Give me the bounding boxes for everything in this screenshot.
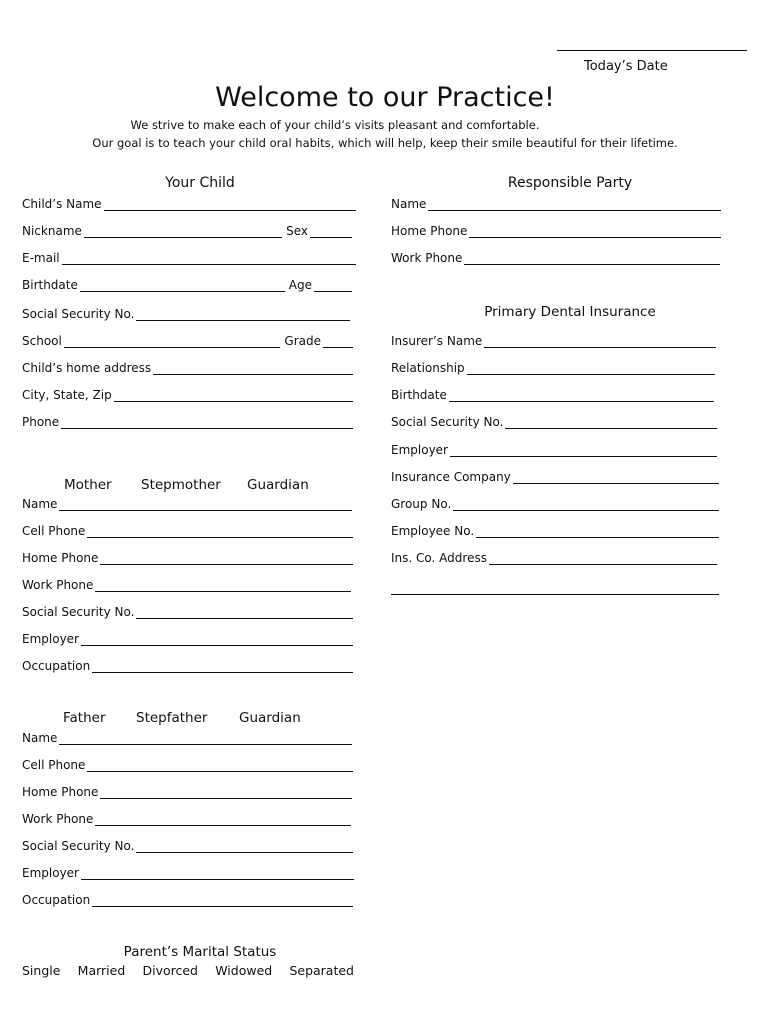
- child-phone-label: Phone: [22, 415, 60, 429]
- marital-widowed-option[interactable]: Widowed: [215, 963, 273, 978]
- insurance-company-label: Insurance Company: [391, 470, 511, 484]
- marital-status-heading: Parent’s Marital Status: [123, 944, 277, 960]
- rp-home-phone-field[interactable]: [391, 222, 721, 238]
- relationship-label: Relationship: [391, 361, 465, 375]
- intro-line-2: Our goal is to teach your child oral habits, which will help, keep their smile beautiful for their lifetime.: [92, 136, 678, 150]
- stepfather-option: Stepfather: [136, 710, 208, 726]
- group-no-label: Group No.: [391, 497, 452, 511]
- father-cell-phone-field[interactable]: [22, 756, 353, 772]
- school-field[interactable]: [22, 332, 353, 348]
- stepmother-option: Stepmother: [141, 477, 221, 493]
- marital-married-option[interactable]: Married: [77, 963, 126, 978]
- father-work-phone-field[interactable]: [22, 810, 351, 826]
- mother-employer-field[interactable]: [22, 630, 353, 646]
- age-label: Age: [288, 278, 312, 292]
- birthdate-label: Birthdate: [22, 278, 78, 292]
- insurer-ssn-field[interactable]: [391, 413, 717, 429]
- father-ssn-label: Social Security No.: [22, 839, 135, 853]
- mother-option: Mother: [64, 477, 112, 493]
- father-occupation-label: Occupation: [22, 893, 91, 907]
- childs-name-label: Child’s Name: [22, 197, 102, 211]
- marital-divorced-option[interactable]: Divorced: [142, 963, 198, 978]
- relationship-field[interactable]: [391, 359, 715, 375]
- marital-single-option[interactable]: Single: [22, 963, 61, 978]
- nickname-field[interactable]: [22, 222, 352, 238]
- employee-no-field[interactable]: [391, 522, 719, 538]
- father-employer-field[interactable]: [22, 864, 354, 880]
- birthdate-field[interactable]: [22, 276, 352, 292]
- city-state-zip-label: City, State, Zip: [22, 388, 112, 402]
- sex-label: Sex: [286, 224, 308, 238]
- rp-work-phone-field[interactable]: [391, 249, 720, 265]
- mother-home-phone-field[interactable]: [22, 549, 353, 565]
- school-label: School: [22, 334, 62, 348]
- mother-name-label: Name: [22, 497, 58, 511]
- mother-cell-phone-label: Cell Phone: [22, 524, 86, 538]
- ins-co-address-line-2[interactable]: [391, 593, 719, 595]
- child-ssn-field[interactable]: [22, 305, 350, 321]
- group-no-field[interactable]: [391, 495, 719, 511]
- mother-guardian-option: Guardian: [247, 477, 309, 493]
- child-ssn-label: Social Security No.: [22, 307, 135, 321]
- father-guardian-option: Guardian: [239, 710, 301, 726]
- mother-occupation-label: Occupation: [22, 659, 91, 673]
- father-cell-phone-label: Cell Phone: [22, 758, 86, 772]
- insurance-company-field[interactable]: [391, 468, 719, 484]
- todays-date-label: Today’s Date: [584, 59, 668, 74]
- insurer-birthdate-label: Birthdate: [391, 388, 447, 402]
- father-occupation-field[interactable]: [22, 891, 353, 907]
- mother-work-phone-label: Work Phone: [22, 578, 94, 592]
- mother-name-field[interactable]: [22, 495, 352, 511]
- todays-date-field[interactable]: [557, 50, 747, 51]
- father-option: Father: [63, 710, 106, 726]
- home-address-field[interactable]: [22, 359, 353, 375]
- nickname-label: Nickname: [22, 224, 82, 238]
- father-home-phone-label: Home Phone: [22, 785, 99, 799]
- rp-name-label: Name: [391, 197, 427, 211]
- insurer-name-label: Insurer’s Name: [391, 334, 483, 348]
- mother-ssn-label: Social Security No.: [22, 605, 135, 619]
- father-work-phone-label: Work Phone: [22, 812, 94, 826]
- father-home-phone-field[interactable]: [22, 783, 352, 799]
- email-field[interactable]: [22, 249, 356, 265]
- mother-employer-label: Employer: [22, 632, 79, 646]
- child-phone-field[interactable]: [22, 413, 353, 429]
- marital-separated-option[interactable]: Separated: [289, 963, 354, 978]
- childs-name-field[interactable]: [22, 195, 356, 211]
- responsible-party-heading: Responsible Party: [507, 175, 633, 191]
- page-title: Welcome to our Practice!: [215, 82, 555, 113]
- mother-work-phone-field[interactable]: [22, 576, 351, 592]
- marital-status-options: [22, 963, 354, 978]
- rp-home-phone-label: Home Phone: [391, 224, 468, 238]
- insurer-name-field[interactable]: [391, 332, 716, 348]
- grade-label: Grade: [284, 334, 321, 348]
- email-label: E-mail: [22, 251, 60, 265]
- insurer-ssn-label: Social Security No.: [391, 415, 504, 429]
- employee-no-label: Employee No.: [391, 524, 475, 538]
- mother-home-phone-label: Home Phone: [22, 551, 99, 565]
- city-state-zip-field[interactable]: [22, 386, 353, 402]
- mother-occupation-field[interactable]: [22, 657, 353, 673]
- insurance-heading: Primary Dental Insurance: [484, 304, 656, 320]
- father-employer-label: Employer: [22, 866, 79, 880]
- intro-line-1: We strive to make each of your child’s visits pleasant and comfortable.: [130, 118, 540, 132]
- your-child-heading: Your Child: [165, 175, 235, 191]
- rp-name-field[interactable]: [391, 195, 721, 211]
- rp-work-phone-label: Work Phone: [391, 251, 463, 265]
- insurer-employer-label: Employer: [391, 443, 448, 457]
- father-name-label: Name: [22, 731, 58, 745]
- ins-co-address-field[interactable]: [391, 549, 717, 565]
- insurer-birthdate-field[interactable]: [391, 386, 714, 402]
- insurer-employer-field[interactable]: [391, 441, 717, 457]
- father-name-field[interactable]: [22, 729, 352, 745]
- mother-ssn-field[interactable]: [22, 603, 353, 619]
- ins-co-address-label: Ins. Co. Address: [391, 551, 487, 565]
- home-address-label: Child’s home address: [22, 361, 152, 375]
- father-ssn-field[interactable]: [22, 837, 353, 853]
- mother-cell-phone-field[interactable]: [22, 522, 353, 538]
